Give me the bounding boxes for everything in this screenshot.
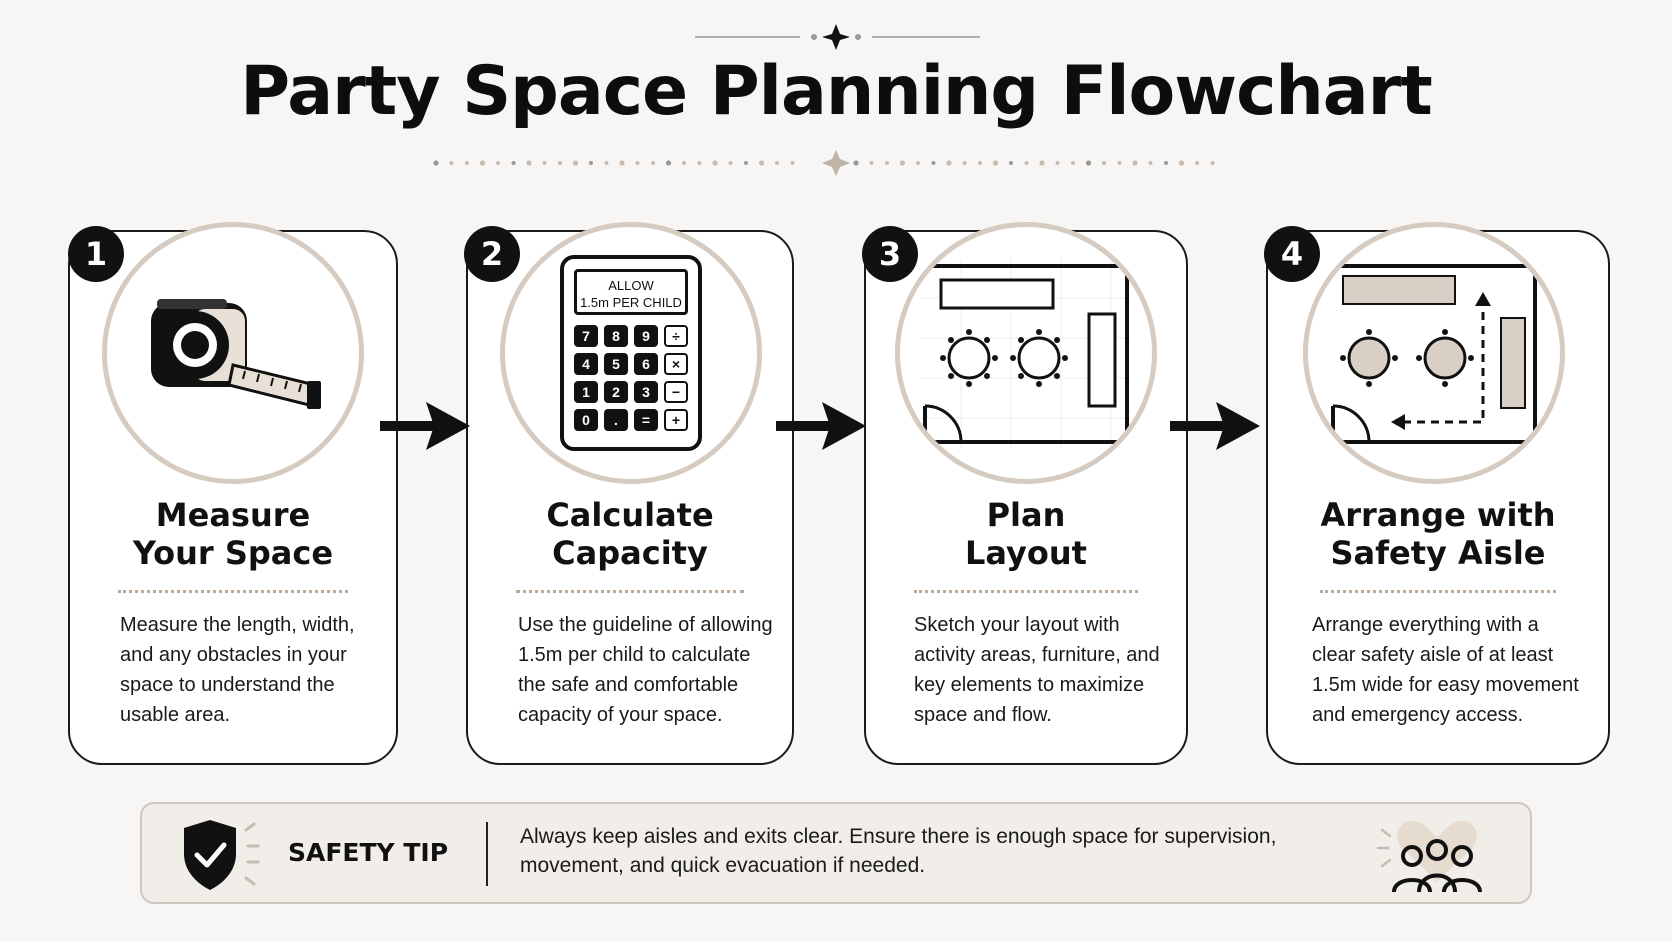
calculator-key: 7	[574, 325, 598, 347]
ornament-dot	[1071, 161, 1075, 165]
calculator-key: 1	[574, 381, 598, 403]
ornament-dot	[1164, 161, 1168, 165]
safety-tip-text: Always keep aisles and exits clear. Ensure there is enough space for supervision, movement, and quick evacuation if needed.	[520, 825, 1277, 877]
step-number-badge-2: 2	[464, 226, 520, 282]
floor-plan-icon	[911, 258, 1141, 448]
floor-plan-aisle-icon	[1319, 258, 1549, 448]
ornament-dot	[963, 161, 967, 165]
calculator-key: 8	[604, 325, 628, 347]
calculator-key: +	[664, 409, 688, 431]
step-4-title	[1266, 496, 1610, 576]
ornament-dot	[1118, 161, 1122, 165]
step-3-illustration	[895, 222, 1157, 484]
ornament-dot	[759, 160, 764, 165]
step-4-divider	[1320, 590, 1556, 594]
ornament-dot	[885, 161, 889, 165]
ornament-dot	[651, 161, 655, 165]
calculator-key: 3	[634, 381, 658, 403]
title-top-ornament	[0, 22, 1672, 52]
calculator-keypad	[574, 325, 688, 431]
ornament-dot	[1039, 160, 1044, 165]
ornament-dot	[853, 160, 858, 165]
ornament-dot	[978, 161, 982, 165]
step-1-title	[68, 496, 398, 576]
ornament-dot	[712, 160, 717, 165]
ornament-dot	[993, 160, 998, 165]
calculator-key: ÷	[664, 325, 688, 347]
ornament-dot	[900, 160, 905, 165]
ornament-dot	[1025, 161, 1029, 165]
page-title: Party Space Planning Flowchart	[240, 52, 1432, 131]
calculator-display-line2: 1.5m PER CHILD	[580, 295, 682, 310]
ornament-dot	[1149, 161, 1153, 165]
ornament-dot	[775, 161, 779, 165]
step-2-divider	[516, 590, 744, 594]
ornament-dot	[916, 161, 920, 165]
title-bottom-ornament	[0, 148, 1672, 178]
step-2-illustration	[500, 222, 762, 484]
step-2-title-line2: Capacity	[552, 534, 708, 572]
step-2-description: Use the guideline of allowing 1.5m per child to calculate the safe and comfortable capacity of your space.	[518, 614, 773, 726]
calculator-key: .	[604, 409, 628, 431]
ornament-dot	[496, 161, 500, 165]
ornament-dot	[605, 161, 609, 165]
safety-tip-separator	[486, 822, 488, 886]
tape-measure-icon	[133, 273, 333, 433]
ornament-dot	[636, 161, 640, 165]
calculator-key: 6	[634, 353, 658, 375]
ornament-dot	[512, 161, 516, 165]
ornament-dot	[558, 161, 562, 165]
ornament-dot	[526, 160, 531, 165]
calculator-key: 4	[574, 353, 598, 375]
step-1-divider	[118, 590, 348, 594]
ornament-dot	[932, 161, 936, 165]
flow-arrow-1	[378, 398, 478, 454]
ornament-dot	[589, 161, 593, 165]
step-3-title-line1: Plan	[986, 496, 1066, 534]
step-1-description: Measure the length, width, and any obstacles in your space to understand the usable area.	[120, 614, 355, 726]
ornament-dot	[1195, 161, 1199, 165]
ornament-dot	[433, 160, 438, 165]
ornament-dot	[729, 161, 733, 165]
calculator-key: =	[634, 409, 658, 431]
ornament-dot	[791, 161, 795, 165]
ornament-dot	[744, 161, 748, 165]
ornament-dot	[1179, 160, 1184, 165]
step-number-badge-3: 3	[862, 226, 918, 282]
flow-arrow-2	[774, 398, 874, 454]
step-3-divider	[914, 590, 1138, 594]
ornament-dot	[682, 161, 686, 165]
ornament-dot	[946, 160, 951, 165]
calculator-key: ×	[664, 353, 688, 375]
calculator-display-line1: ALLOW	[608, 278, 654, 293]
ornament-dot	[480, 160, 485, 165]
calculator-key: −	[664, 381, 688, 403]
step-1-illustration	[102, 222, 364, 484]
ornament-dot	[543, 161, 547, 165]
ornament-dot	[450, 161, 454, 165]
calculator-display	[574, 269, 688, 315]
shield-check-icon	[178, 816, 268, 892]
ornament-dot	[465, 161, 469, 165]
ornament-dot	[870, 161, 874, 165]
ornament-dot	[1086, 160, 1091, 165]
safety-tip-label: SAFETY TIP	[288, 838, 449, 867]
ornament-dot	[698, 161, 702, 165]
step-3-title-line2: Layout	[965, 534, 1087, 572]
ornament-dot	[619, 160, 624, 165]
step-1-title-line2: Your Space	[132, 534, 334, 572]
calculator-key: 2	[604, 381, 628, 403]
step-2-title-line1: Calculate	[546, 496, 714, 534]
ornament-dot	[666, 160, 671, 165]
ornament-dot	[1102, 161, 1106, 165]
calculator-key: 0	[574, 409, 598, 431]
calculator-key: 9	[634, 325, 658, 347]
ornament-dot	[1056, 161, 1060, 165]
step-number-badge-4: 4	[1264, 226, 1320, 282]
flow-arrow-3	[1168, 398, 1268, 454]
ornament-dot	[1211, 161, 1215, 165]
calculator-icon	[560, 255, 702, 451]
step-4-description: Arrange everything with a clear safety aisle of at least 1.5m wide for easy movement and emergency access.	[1312, 614, 1579, 726]
step-4-illustration	[1303, 222, 1565, 484]
calculator-key: 5	[604, 353, 628, 375]
step-4-title-line1: Arrange with	[1320, 496, 1556, 534]
step-2-title	[466, 496, 794, 576]
ornament-dot	[1009, 161, 1013, 165]
step-3-title	[864, 496, 1188, 576]
ornament-dot	[1132, 160, 1137, 165]
step-number-badge-1: 1	[68, 226, 124, 282]
ornament-dot	[573, 160, 578, 165]
step-1-title-line1: Measure	[155, 496, 311, 534]
step-4-title-line2: Safety Aisle	[1330, 534, 1546, 572]
step-3-description: Sketch your layout with activity areas, furniture, and key elements to maximize space and flow.	[914, 614, 1160, 726]
group-people-icon	[1372, 810, 1502, 896]
